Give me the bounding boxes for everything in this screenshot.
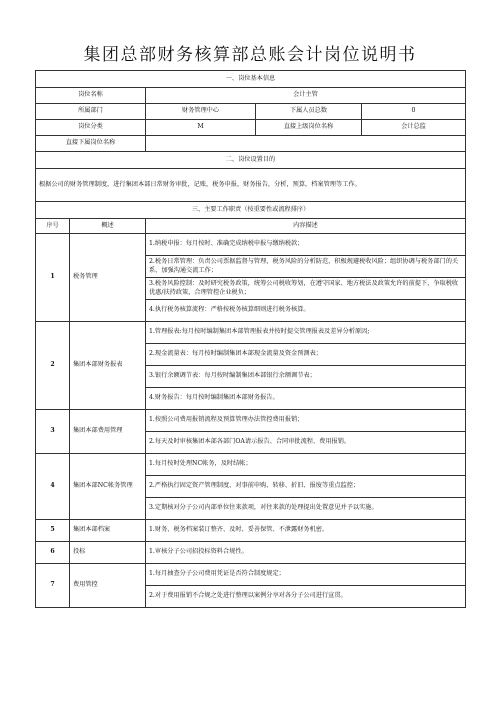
superior-value: 会计总监	[362, 120, 466, 136]
section-purpose: 二、岗位设置目的	[36, 152, 466, 169]
duty-item: 1.每月抽查分子公司费用凭证是否符合制度规定；	[146, 564, 466, 586]
position-name-value: 会计主管	[146, 88, 466, 104]
duty-item: 1.纳税申报：每月按时、准确完成纳税申报与缴纳税款；	[146, 234, 466, 256]
duty-number: 7	[36, 564, 70, 608]
category-label: 岗位分类	[36, 120, 146, 136]
subordinates-label: 下属人员总数	[256, 104, 362, 120]
direct-reports-label: 直接下属岗位名称	[36, 136, 146, 152]
duty-item: 3.定期核对分子公司内部单位往来款项，对往来款的处理提出处置意见并予以实施。	[146, 498, 466, 520]
duty-header-summary: 概述	[70, 219, 146, 234]
duty-item: 1.审核分子公司招投标资料合规性。	[146, 542, 466, 564]
superior-label: 直接上级岗位名称	[256, 120, 362, 136]
duty-item: 2.现金流量表：每月按时编制集团本部现金流量及资金预测表；	[146, 344, 466, 366]
duty-number: 6	[36, 542, 70, 564]
position-name-label: 岗位名称	[36, 88, 146, 104]
job-description-table	[35, 70, 466, 608]
duty-summary: 集团本部档案	[70, 520, 146, 542]
department-value: 财务管理中心	[146, 104, 256, 120]
duty-summary: 投标	[70, 542, 146, 564]
duty-item: 1.按照公司费用报销流程及预算管理办法管控费用报销；	[146, 410, 466, 432]
duty-item: 3.银行余额调节表：每月按时编制集团本部银行余额调节表；	[146, 366, 466, 388]
section-basic-info: 一、岗位基本信息	[36, 71, 466, 88]
subordinates-value: 0	[362, 104, 466, 120]
duty-number: 3	[36, 410, 70, 454]
duty-header-detail: 内容描述	[146, 219, 466, 234]
duty-summary: 集团本部NC帐务管理	[70, 454, 146, 520]
duty-summary: 税务管理	[70, 234, 146, 322]
duty-item: 2.税务日常管理：负责公司票据监督与管理，税务风险的分析防范，积极规避税收风险；组织协调与税务部门的关系，加强沟通交流工作；	[146, 256, 466, 278]
duty-item: 2.每天及时审核集团本部各部门OA请示报告、合同审批流程、费用报销。	[146, 432, 466, 454]
duty-summary: 费用管控	[70, 564, 146, 608]
category-value: M	[146, 120, 256, 136]
duty-item: 1.每月按时处理NC帐务，及时结帐；	[146, 454, 466, 476]
duty-number: 1	[36, 234, 70, 322]
department-label: 所属部门	[36, 104, 146, 120]
duty-header-no: 序号	[36, 219, 70, 234]
purpose-text: 根据公司的财务管理制度，进行集团本部日常财务审批，记账，税务申报，财务报告，分析，预算，档案管理等工作。	[36, 169, 466, 202]
duty-item: 4.财务报告：每月按时编制集团本部财务报告。	[146, 388, 466, 410]
duty-item: 2.对于费用报销不合规之处进行整理以案例分享对各分子公司进行宣贯。	[146, 586, 466, 608]
duty-item: 4.执行税务核算流程：严格按税务核算细则进行税务核算。	[146, 300, 466, 322]
duty-number: 2	[36, 322, 70, 410]
direct-reports-value	[146, 136, 466, 152]
page-title: 集团总部财务核算部总账会计岗位说明书	[83, 45, 417, 65]
duty-item: 1.管理报表:每月按时编制集团本部管理报表并按时提交管理报表及差异分析原因;	[146, 322, 466, 344]
duty-summary: 集团本部费用管理	[70, 410, 146, 454]
duty-number: 4	[36, 454, 70, 520]
duty-item: 1.财务、税务档案装订整齐、及时、妥善保管、不泄露财务机密。	[146, 520, 466, 542]
duty-item: 2.严格执行固定资产管理制度，对事前申购、转移、折旧、报废等重点监控；	[146, 476, 466, 498]
duty-item: 3.税务风险控制：及时研究税务政策，统筹公司税收筹划，在遵守国家、地方税法及政策允许的前提下，争取税收优惠/扶持政策，合理管控企业税负；	[146, 278, 466, 300]
section-duties: 三、主要工作职责（按重要性或流程排序）	[36, 202, 466, 219]
duty-summary: 集团本部财务报表	[70, 322, 146, 410]
duty-number: 5	[36, 520, 70, 542]
